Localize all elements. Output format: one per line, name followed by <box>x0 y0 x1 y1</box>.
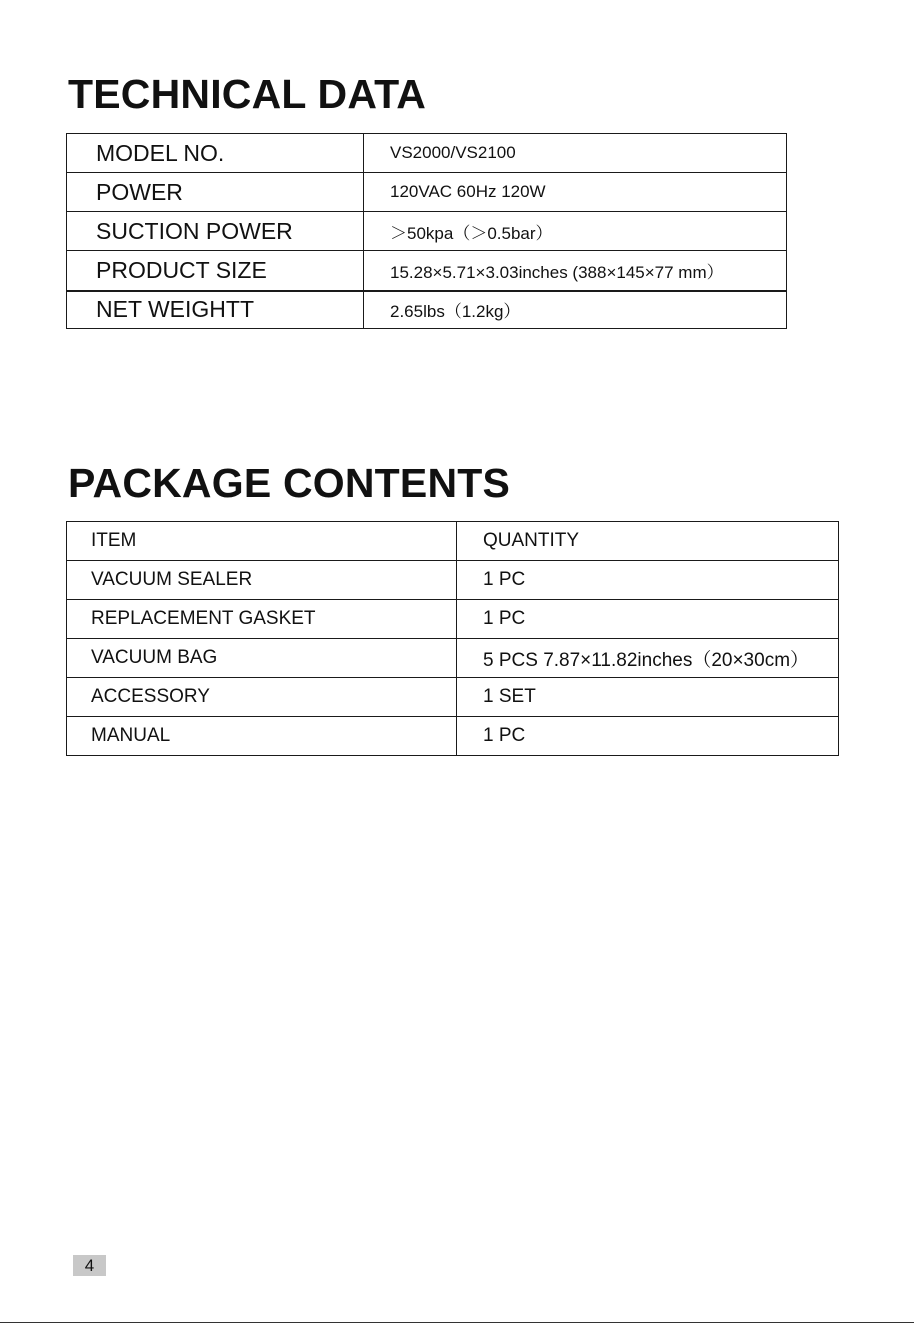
item-name: VACUUM BAG <box>67 639 457 678</box>
table-row <box>67 639 839 678</box>
table-row <box>67 678 839 717</box>
spec-value-power: 120VAC 60Hz 120W <box>364 173 787 212</box>
spec-value-suction: ＞50kpa（＞0.5bar） <box>364 212 787 251</box>
table-row <box>67 600 839 639</box>
item-quantity: 1 SET <box>457 678 839 717</box>
package-contents-table <box>66 521 839 756</box>
spec-label-weight: NET WEIGHTT <box>67 291 364 329</box>
table-row <box>67 561 839 600</box>
table-header-row <box>67 522 839 561</box>
spec-label-size: PRODUCT SIZE <box>67 251 364 291</box>
table-row <box>67 212 787 251</box>
table-row <box>67 173 787 212</box>
item-name: REPLACEMENT GASKET <box>67 600 457 639</box>
spec-label-model: MODEL NO. <box>67 134 364 173</box>
item-name: MANUAL <box>67 717 457 756</box>
item-quantity: 1 PC <box>457 600 839 639</box>
technical-data-title: TECHNICAL DATA <box>68 71 427 117</box>
spec-label-suction: SUCTION POWER <box>67 212 364 251</box>
table-row <box>67 291 787 329</box>
package-contents-title: PACKAGE CONTENTS <box>68 460 511 506</box>
spec-value-weight: 2.65lbs（1.2kg） <box>364 291 787 329</box>
table-row <box>67 134 787 173</box>
spec-value-model: VS2000/VS2100 <box>364 134 787 173</box>
technical-data-table <box>66 133 787 329</box>
item-name: VACUUM SEALER <box>67 561 457 600</box>
bottom-divider <box>0 1322 914 1323</box>
item-name: ACCESSORY <box>67 678 457 717</box>
table-row <box>67 251 787 291</box>
page-number: 4 <box>73 1255 106 1276</box>
table-row <box>67 717 839 756</box>
column-header-item: ITEM <box>67 522 457 561</box>
spec-label-power: POWER <box>67 173 364 212</box>
column-header-quantity: QUANTITY <box>457 522 839 561</box>
item-quantity: 1 PC <box>457 717 839 756</box>
item-quantity: 1 PC <box>457 561 839 600</box>
item-quantity: 5 PCS 7.87×11.82inches（20×30cm） <box>457 639 839 678</box>
spec-value-size: 15.28×5.71×3.03inches (388×145×77 mm） <box>364 251 787 291</box>
